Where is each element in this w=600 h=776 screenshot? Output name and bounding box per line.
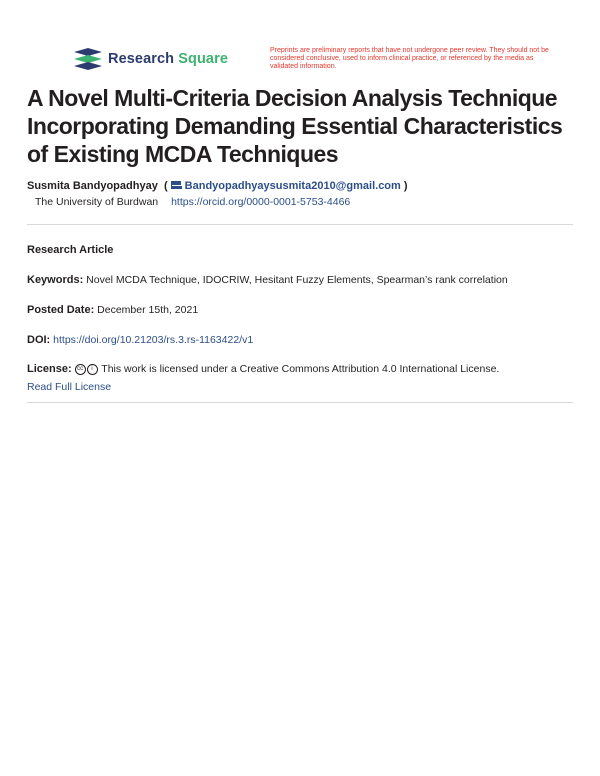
envelope-icon <box>171 181 182 189</box>
affiliation: The University of Burdwan <box>35 196 159 208</box>
divider-top <box>27 224 573 225</box>
divider-bottom <box>27 402 573 403</box>
keywords-value: Novel MCDA Technique, IDOCRIW, Hesitant Fuzzy Elements, Spearman’s rank correlation <box>86 274 508 286</box>
license-label: License: <box>27 363 72 375</box>
keywords-label: Keywords: <box>27 274 84 286</box>
posted-date-row <box>27 304 198 316</box>
preprint-disclaimer: Preprints are preliminary reports that have not undergone peer review. They should not be considered conclusive, used to inform clinical practice, or referenced by the media as validated information. <box>270 47 549 71</box>
affiliation-line <box>35 196 350 208</box>
posted-date-label: Posted Date: <box>27 304 95 316</box>
doi-label: DOI: <box>27 334 51 346</box>
logo-word-research: Research <box>108 51 175 67</box>
article-type: Research Article <box>27 244 114 256</box>
author-line: Susmita Bandyopadhyay ( Bandyopadhyaysusmita2010@gmail.com ) <box>27 180 408 192</box>
author-email-link[interactable] <box>171 180 401 192</box>
paper-title: A Novel Multi-Criteria Decision Analysis Technique Incorporating Demanding Essential Characteristics of Existing MCDA Techniques <box>27 85 563 167</box>
by-icon: i <box>87 364 98 375</box>
logo-word-square: Square <box>178 51 228 67</box>
license-row <box>27 363 499 375</box>
author-email: Bandyopadhyaysusmita2010@gmail.com <box>184 180 401 192</box>
logo-text <box>108 51 228 67</box>
research-square-logo <box>74 48 228 70</box>
posted-date-value: December 15th, 2021 <box>97 304 199 316</box>
author-name: Susmita Bandyopadhyay <box>27 180 158 192</box>
keywords-row <box>27 274 508 286</box>
doi-row <box>27 334 253 346</box>
research-square-logo-icon <box>74 48 102 70</box>
cc-icon: cc <box>75 364 86 375</box>
read-full-license-link[interactable]: Read Full License <box>27 381 112 393</box>
license-text: This work is licensed under a Creative Commons Attribution 4.0 International License. <box>101 363 500 375</box>
orcid-link[interactable]: https://orcid.org/0000-0001-5753-4466 <box>171 196 351 208</box>
doi-link[interactable]: https://doi.org/10.21203/rs.3.rs-1163422/v1 <box>53 334 254 346</box>
